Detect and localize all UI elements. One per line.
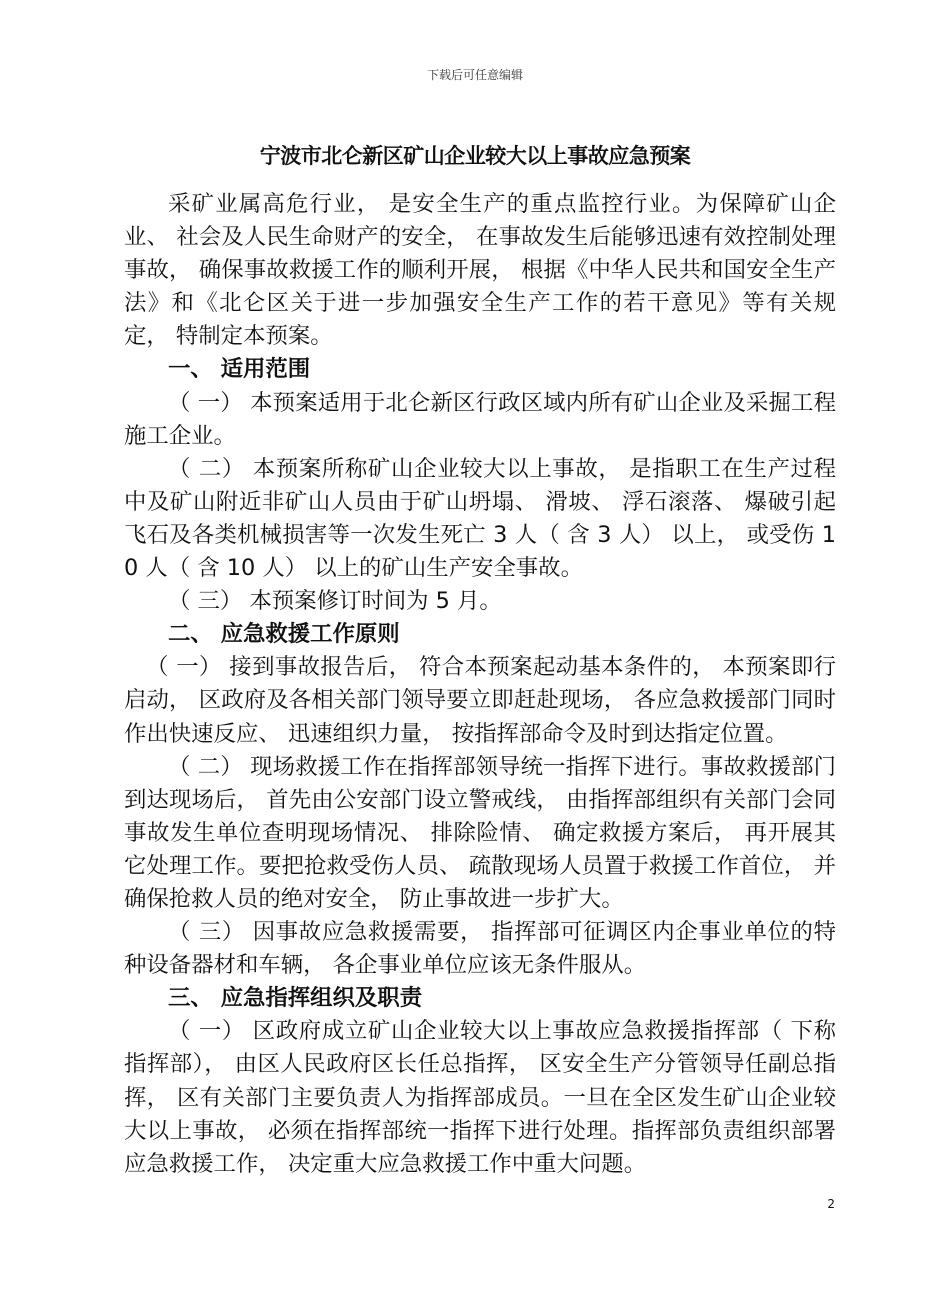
paragraph-2-2: （ 二） 现场救援工作在指挥部领导统一指挥下进行。事故救援部门到达现场后， 首先由公安部门设立警戒线， 由指挥部组织有关部门会同事故发生单位查明现场情况、 排除险情、 确定救援方案后， 再开展其它处理工作。要把抢救受伤人员、 疏散现场人员置于救援工作首位， 并确保抢救人员的绝对安全， 防止事故进一步扩大。: [124, 753, 836, 912]
paragraph-2-1: （ 一） 接到事故报告后， 符合本预案起动基本条件的， 本预案即行启动， 区政府及各相关部门领导要立即赶赴现场， 各应急救援部门同时作出快速反应、 迅速组织力量， 按指挥部命令及时到达指定位置。: [124, 654, 836, 747]
paragraph-2-3: （ 三） 因事故应急救援需要， 指挥部可征调区内企事业单位的特种设备器材和车辆， 各企事业单位应该无条件服从。: [124, 919, 836, 979]
document-title: 宁波市北仑新区矿山企业较大以上事故应急预案: [259, 144, 691, 168]
header-note: 下载后可任意编辑: [426, 68, 523, 82]
paragraph-3-1: （ 一） 区政府成立矿山企业较大以上事故应急救援指挥部（ 下称指挥部）， 由区人民政府区长任总指挥， 区安全生产分管领导任副总指挥， 区有关部门主要负责人为指挥部成员。一旦在全区发生矿山企业较大以上事故， 必须在指挥部统一指挥下进行处理。指挥部负责组织部署应急救援工作， 决定重大应急救援工作中重大问题。: [124, 1018, 836, 1177]
paragraph-1-1: （ 一） 本预案适用于北仑新区行政区域内所有矿山企业及采掘工程施工企业。: [124, 389, 836, 449]
intro-paragraph: 采矿业属高危行业， 是安全生产的重点监控行业。为保障矿山企业、 社会及人民生命财产的安全， 在事故发生后能够迅速有效控制处理事故， 确保事故救援工作的顺利开展， 根据《中华人民共和国安全生产法》和《北仑区关于进一步加强安全生产工作的若干意见》等有关规定， 特制定本预案。: [124, 191, 836, 350]
page-number: 2: [827, 1197, 835, 1211]
paragraph-1-3: （ 三） 本预案修订时间为 5 月。: [168, 588, 502, 615]
section-heading-2: 二、 应急救援工作原则: [168, 621, 400, 648]
section-heading-1: 一、 适用范围: [168, 356, 311, 383]
section-heading-3: 三、 应急指挥组织及职责: [168, 985, 423, 1012]
paragraph-1-2: （ 二） 本预案所称矿山企业较大以上事故， 是指职工在生产过程中及矿山附近非矿山人员由于矿山坍塌、 滑坡、 浮石滚落、 爆破引起飞石及各类机械损害等一次发生死亡 3 人（ 含 3 人） 以上， 或受伤 10 人（ 含 10 人） 以上的矿山生产安全事故。: [124, 455, 836, 582]
document-body: [124, 188, 836, 1181]
